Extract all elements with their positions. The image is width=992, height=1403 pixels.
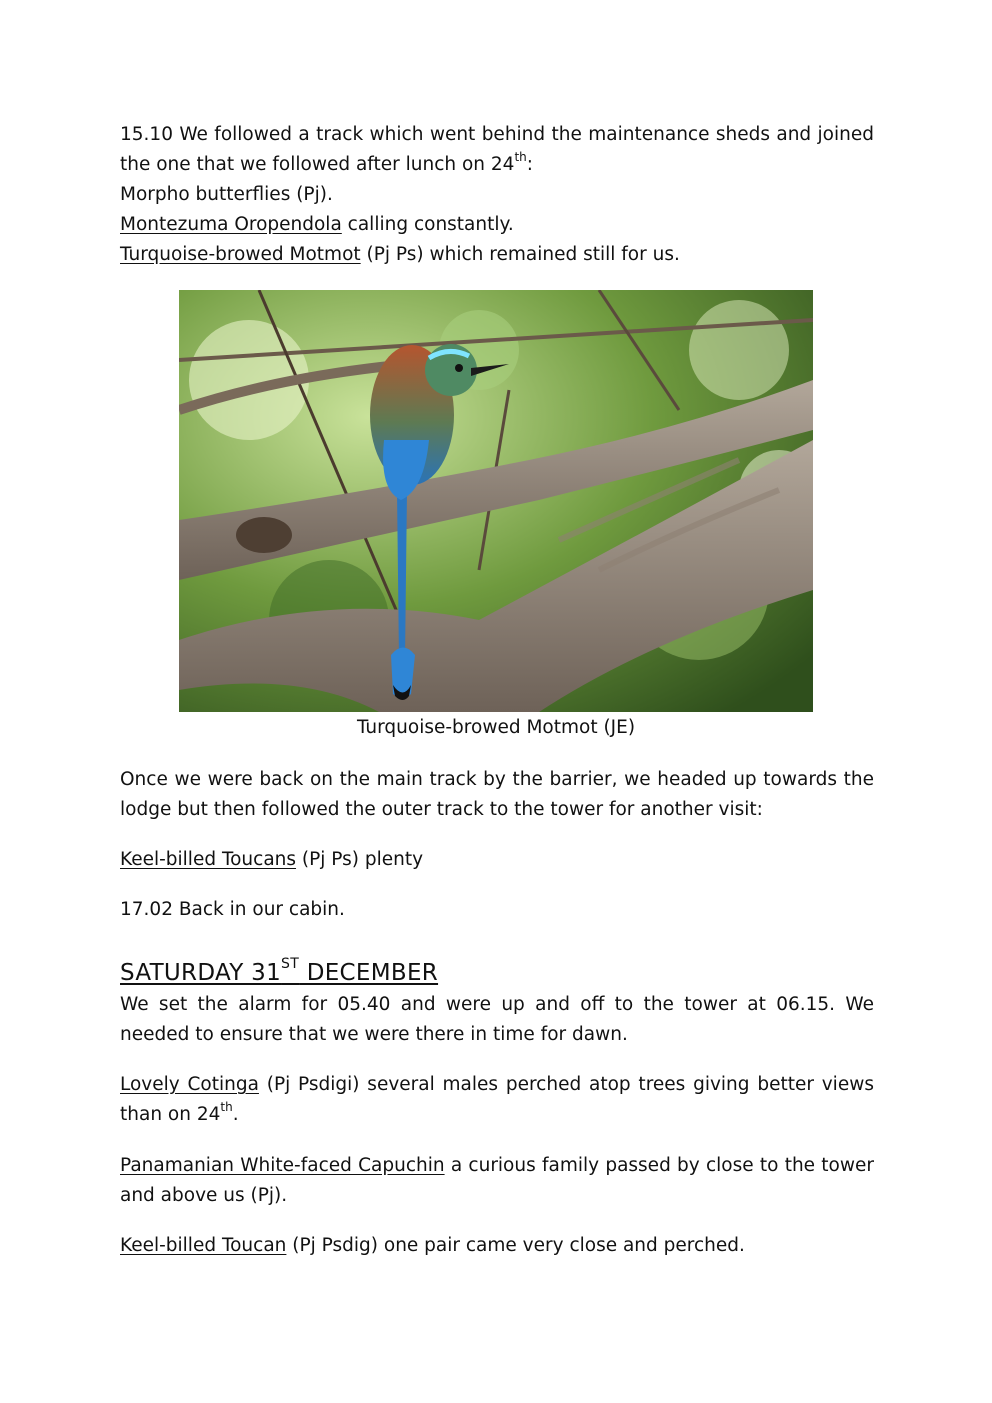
sighting-note: (Pj Psdig) one pair came very close and perched.	[286, 1235, 745, 1256]
sighting-note: (Pj Ps) plenty	[296, 849, 424, 870]
photo-caption: Turquoise-browed Motmot (JE)	[356, 717, 636, 738]
species-name: Keel-billed Toucans	[120, 849, 297, 870]
sighting-note: calling constantly.	[341, 214, 514, 235]
entry-intro	[120, 120, 874, 180]
sighting-capuchin	[120, 1151, 874, 1211]
sighting-cotinga	[120, 1070, 874, 1130]
day-heading	[120, 955, 438, 991]
entry-intro-colon: :	[526, 154, 533, 175]
sighting-note: (Pj Psdigi) several males perched atop trees giving better views than on 24	[120, 1074, 874, 1125]
species-name: Panamanian White-faced Capuchin	[120, 1155, 445, 1176]
sighting-end: .	[232, 1104, 239, 1125]
species-name: Keel-billed Toucan	[120, 1235, 287, 1256]
sighting-oropendola	[120, 210, 874, 240]
species-name: Turquoise-browed Motmot	[120, 244, 361, 265]
entry-15-10	[120, 120, 874, 270]
species-name: Lovely Cotinga	[120, 1074, 259, 1095]
sighting-motmot	[120, 240, 874, 270]
sighting-note: (Pj Ps) which remained still for us.	[360, 244, 680, 265]
main-track-entry: Once we were back on the main track by the barrier, we headed up towards the lodge but then followed the outer track to the tower for another visit:	[120, 769, 874, 820]
day-heading-month: DECEMBER	[299, 960, 439, 986]
ordinal-suffix: th	[220, 1099, 233, 1114]
entry-intro-text: 15.10 We followed a track which went behind the maintenance sheds and joined the one that we followed after lunch on 24	[120, 124, 874, 175]
species-name: Montezuma Oropendola	[120, 214, 342, 235]
day-heading-text: SATURDAY 31	[120, 960, 282, 986]
alarm-entry: We set the alarm for 05.40 and were up and off to the tower at 06.15. We needed to ensure that we were there in time for dawn.	[120, 994, 874, 1045]
sighting-morpho	[120, 180, 874, 210]
sighting-toucans	[120, 845, 874, 875]
sighting-keel-billed-toucan	[120, 1231, 874, 1261]
entry-17-02: 17.02 Back in our cabin.	[120, 899, 345, 920]
sighting-text: Morpho butterflies (Pj).	[120, 184, 333, 205]
ordinal-suffix: ST	[281, 956, 300, 973]
sighting-note: a curious family passed by close to the tower and above us (Pj).	[120, 1155, 874, 1206]
ordinal-suffix: th	[514, 149, 527, 164]
motmot-photo	[179, 290, 813, 712]
